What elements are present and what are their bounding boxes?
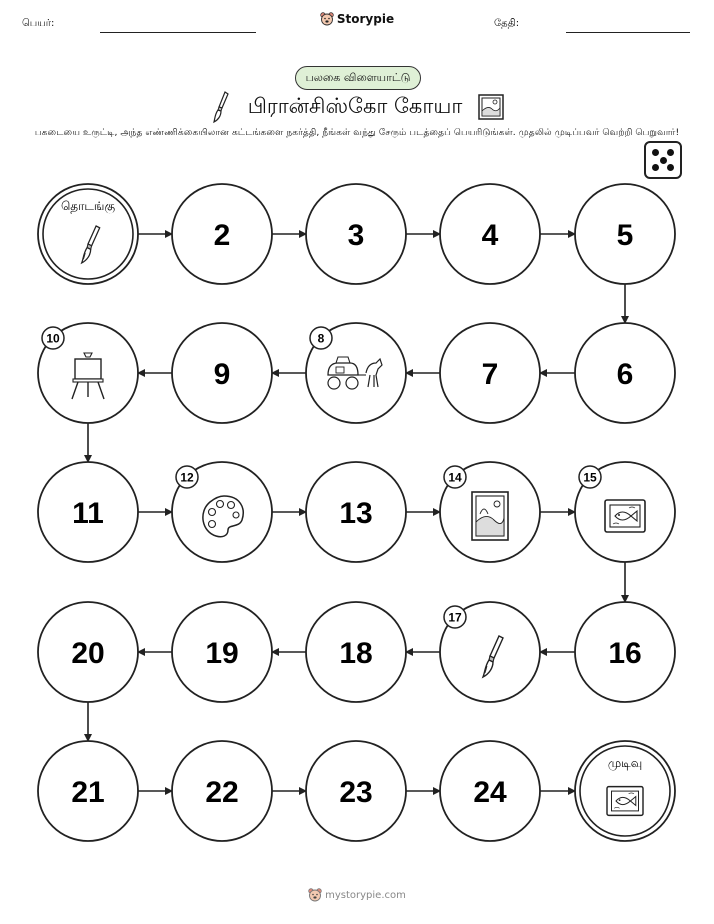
cell-number: 11 bbox=[72, 497, 104, 530]
cell-number: 13 bbox=[339, 497, 373, 530]
brand-name: Storypie bbox=[336, 12, 395, 26]
start-label: தொடங்கு bbox=[60, 199, 116, 213]
board-cell-14[interactable] bbox=[440, 462, 540, 562]
cell-number: 14 bbox=[448, 470, 462, 485]
cell-number: 8 bbox=[317, 331, 325, 346]
cell-number: 18 bbox=[339, 637, 373, 670]
cell-number: 3 bbox=[347, 219, 365, 252]
finish-label: முடிவு bbox=[607, 756, 643, 770]
board-cell-15[interactable] bbox=[575, 462, 675, 562]
cell-number: 10 bbox=[46, 331, 60, 346]
bear-logo-icon bbox=[308, 888, 322, 902]
board-cell-17[interactable] bbox=[440, 602, 540, 702]
board-cell-21[interactable] bbox=[38, 741, 138, 841]
cell-number: 12 bbox=[180, 470, 194, 485]
cell-number: 4 bbox=[481, 219, 499, 252]
cell-number: 2 bbox=[213, 219, 231, 252]
board-cell-7[interactable] bbox=[440, 323, 540, 423]
board-cell-1[interactable] bbox=[38, 184, 138, 284]
game-type-badge: பலகை விளையாட்டு bbox=[295, 66, 421, 90]
board-cell-9[interactable] bbox=[172, 323, 272, 423]
cell-number: 9 bbox=[213, 358, 231, 391]
fish-painting-icon bbox=[605, 500, 645, 532]
cell-number: 22 bbox=[205, 776, 239, 809]
board-cell-19[interactable] bbox=[172, 602, 272, 702]
cell-number: 21 bbox=[71, 776, 105, 809]
cell-number: 7 bbox=[481, 358, 499, 391]
page-title: பிரான்சிஸ்கோ கோயா bbox=[247, 93, 463, 118]
cell-number: 23 bbox=[339, 776, 373, 809]
fish-painting-icon bbox=[607, 787, 643, 816]
board-cell-5[interactable] bbox=[575, 184, 675, 284]
name-label: பெயர்: bbox=[22, 18, 55, 29]
cell-number: 16 bbox=[608, 637, 642, 670]
footer bbox=[0, 888, 714, 905]
board-cell-25[interactable] bbox=[575, 741, 675, 841]
board-cell-18[interactable] bbox=[306, 602, 406, 702]
board-cell-20[interactable] bbox=[38, 602, 138, 702]
landscape-painting-icon bbox=[472, 492, 508, 540]
cell-number: 6 bbox=[616, 358, 634, 391]
board-cell-23[interactable] bbox=[306, 741, 406, 841]
cell-number: 19 bbox=[205, 637, 239, 670]
board-cell-11[interactable] bbox=[38, 462, 138, 562]
board-cell-2[interactable] bbox=[172, 184, 272, 284]
board-cell-22[interactable] bbox=[172, 741, 272, 841]
board-cell-12[interactable] bbox=[172, 462, 272, 562]
board-cell-24[interactable] bbox=[440, 741, 540, 841]
board-cell-13[interactable] bbox=[306, 462, 406, 562]
cell-number: 24 bbox=[473, 776, 507, 809]
footer-url[interactable]: mystorypie.com bbox=[325, 889, 406, 901]
date-label: தேதி: bbox=[494, 18, 520, 29]
cell-number: 17 bbox=[448, 610, 462, 625]
instructions: பகடையை உருட்டி, அந்த எண்ணிக்கையிலான கட்டங்களை நகர்த்தி, நீங்கள் வந்து சேரும் படத்தைப் பெயரிடுங்கள். முதலில் முடிப்பவர் வெற்றி பெறுவார்! bbox=[34, 127, 680, 138]
board-cell-10[interactable] bbox=[38, 323, 138, 423]
board-cell-8[interactable] bbox=[306, 323, 406, 423]
board-cell-16[interactable] bbox=[575, 602, 675, 702]
cell-number: 5 bbox=[616, 219, 634, 252]
board-cell-6[interactable] bbox=[575, 323, 675, 423]
cell-number: 20 bbox=[71, 637, 105, 670]
cell-number: 15 bbox=[583, 470, 597, 485]
board-cell-4[interactable] bbox=[440, 184, 540, 284]
board-cell-3[interactable] bbox=[306, 184, 406, 284]
